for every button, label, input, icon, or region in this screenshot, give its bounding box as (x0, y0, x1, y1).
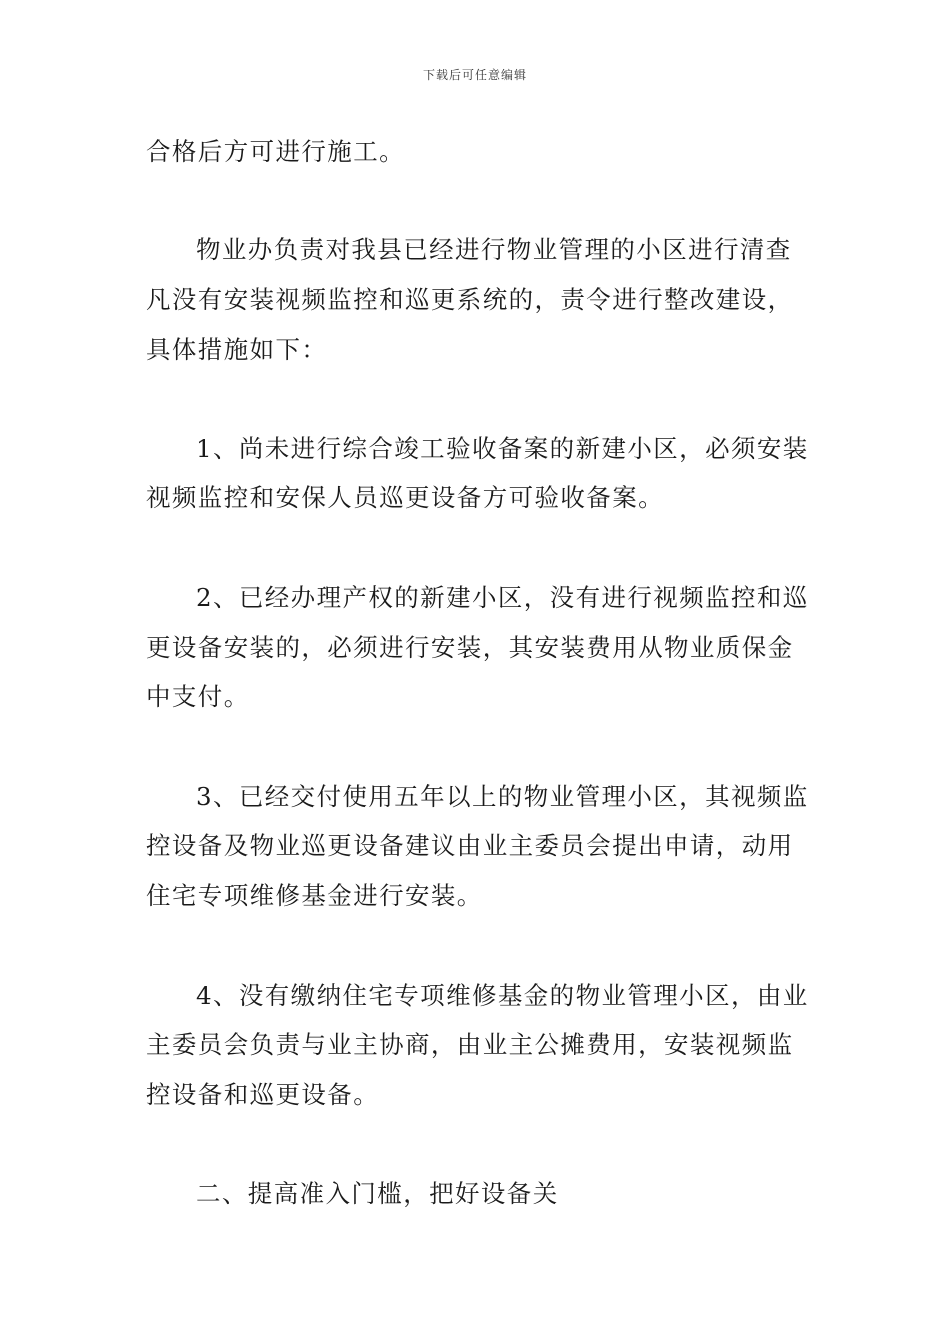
paragraph-line: 更设备安装的，必须进行安装，其安装费用从物业质保金 (146, 633, 794, 662)
paragraph-line: 视频监控和安保人员巡更设备方可验收备案。 (146, 483, 664, 512)
paragraph-line: 具体措施如下： (146, 335, 328, 364)
paragraph-line: 中支付。 (146, 682, 250, 711)
header-note: 下载后可任意编辑 (422, 68, 527, 82)
paragraph-line: 主委员会负责与业主协商，由业主公摊费用，安装视频监 (146, 1030, 794, 1059)
paragraph-line: 合格后方可进行施工。 (146, 137, 405, 166)
paragraph-line: 2、已经办理产权的新建小区，没有进行视频监控和巡 (196, 583, 809, 612)
paragraph-line: 物业办负责对我县已经进行物业管理的小区进行清查 (196, 235, 792, 264)
paragraph-line: 凡没有安装视频监控和巡更系统的，责令进行整改建设， (146, 285, 794, 314)
paragraph-line: 1、尚未进行综合竣工验收备案的新建小区，必须安装 (196, 434, 809, 463)
section-heading: 二、提高准入门槛，把好设备关 (196, 1179, 559, 1208)
paragraph-line: 4、没有缴纳住宅专项维修基金的物业管理小区，由业 (196, 981, 809, 1010)
paragraph-line: 3、已经交付使用五年以上的物业管理小区，其视频监 (196, 782, 809, 811)
paragraph-line: 住宅专项维修基金进行安装。 (146, 881, 483, 910)
paragraph-line: 控设备及物业巡更设备建议由业主委员会提出申请，动用 (146, 831, 794, 860)
paragraph-line: 控设备和巡更设备。 (146, 1080, 380, 1109)
